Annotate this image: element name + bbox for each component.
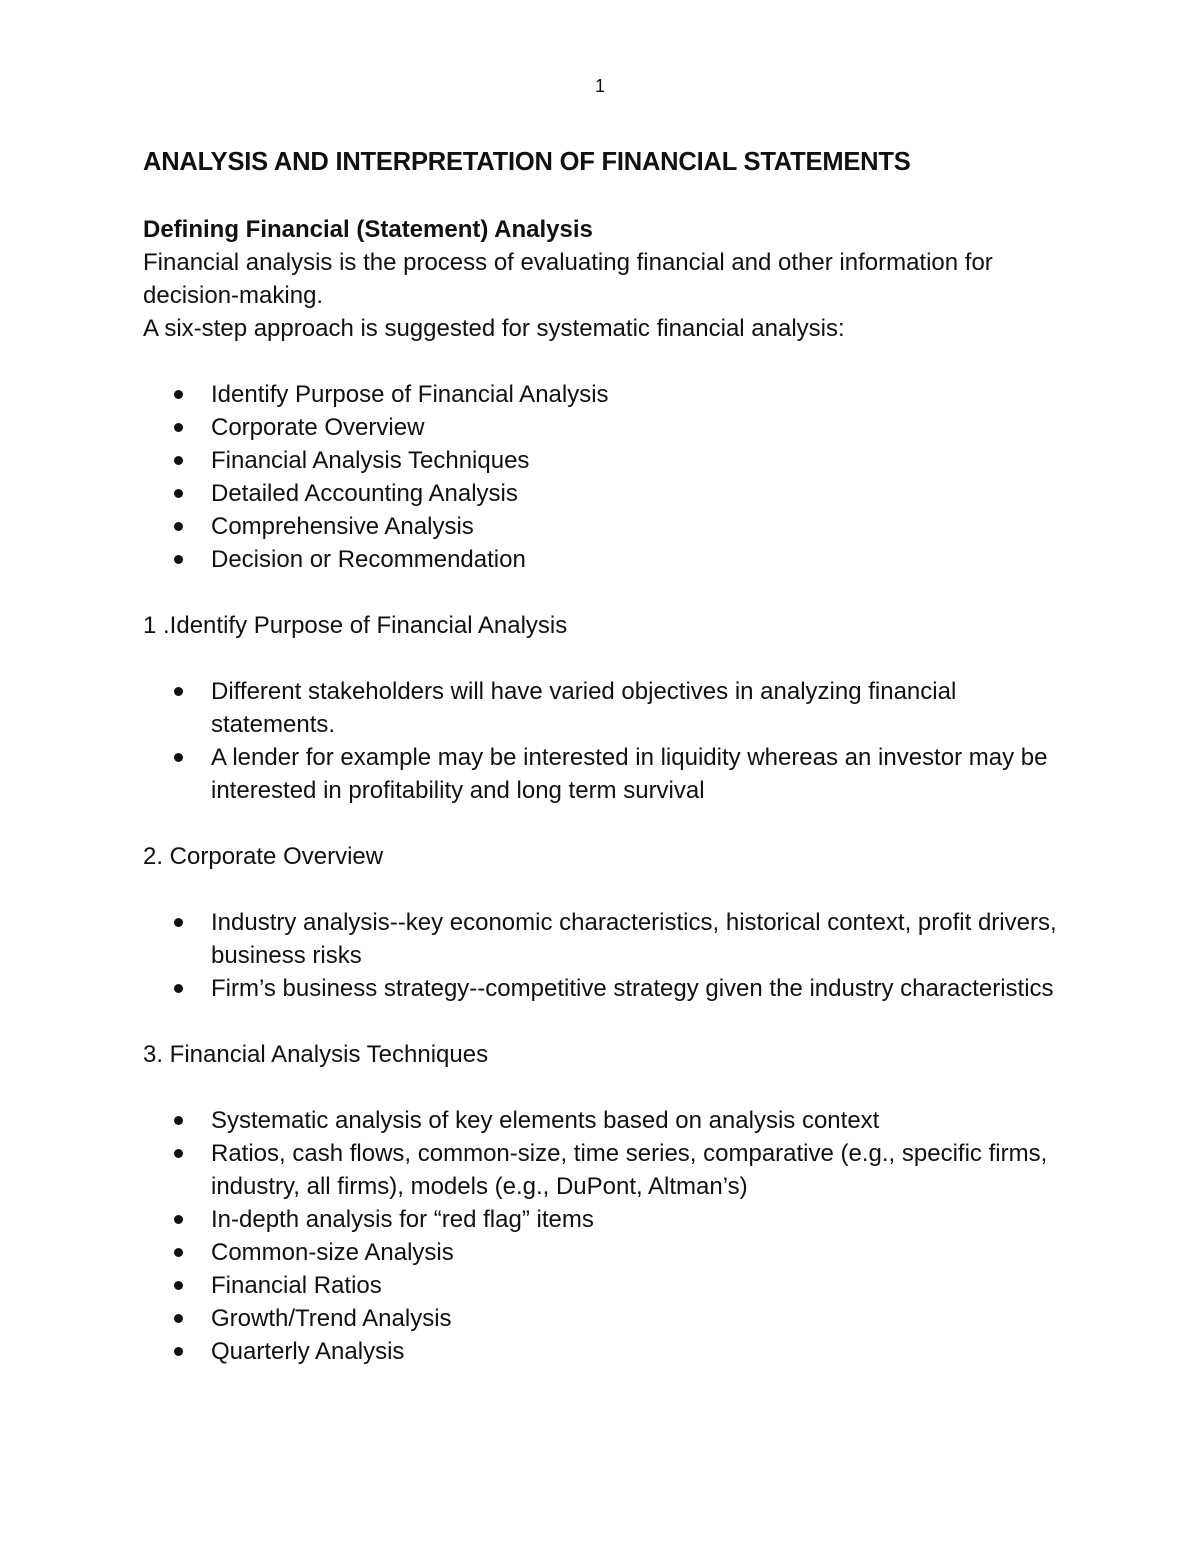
document-body [143,144,1083,1368]
section1-list [143,675,1083,807]
list-item: Growth/Trend Analysis [211,1302,1083,1335]
list-item: Corporate Overview [211,411,1083,444]
section2-list [143,906,1083,1005]
list-item: Financial Analysis Techniques [211,444,1083,477]
section3-list [143,1104,1083,1368]
spacer [143,576,1083,609]
section-heading: 1 .Identify Purpose of Financial Analysis [143,612,568,639]
list-item: Common-size Analysis [211,1236,1083,1269]
list-item: Decision or Recommendation [211,543,1083,576]
list-item: In-depth analysis for “red flag” items [211,1203,1083,1236]
spacer [143,1005,1083,1038]
section-heading: 3. Financial Analysis Techniques [143,1041,489,1068]
spacer [143,1071,1083,1104]
list-item: A lender for example may be interested in liquidity whereas an investor may be interested in profitability and long term survival [211,741,1083,807]
document-title: ANALYSIS AND INTERPRETATION OF FINANCIAL STATEMENTS [143,148,911,176]
intro-heading: Defining Financial (Statement) Analysis [143,216,593,243]
intro-paragraph: A six-step approach is suggested for systematic financial analysis: [143,315,845,342]
spacer [143,807,1083,840]
list-item: Quarterly Analysis [211,1335,1083,1368]
list-item: Comprehensive Analysis [211,510,1083,543]
list-item: Financial Ratios [211,1269,1083,1302]
list-item: Identify Purpose of Financial Analysis [211,378,1083,411]
spacer [143,345,1083,378]
list-item: Systematic analysis of key elements based on analysis context [211,1104,1083,1137]
page-number: 1 [594,76,605,96]
list-item: Different stakeholders will have varied objectives in analyzing financial statements. [211,675,1083,741]
intro-paragraph: Financial analysis is the process of evaluating financial and other information for decision-making. [143,249,993,309]
list-item: Detailed Accounting Analysis [211,477,1083,510]
spacer [143,642,1083,675]
list-item: Firm’s business strategy--competitive strategy given the industry characteristics [211,972,1083,1005]
list-item: Industry analysis--key economic characteristics, historical context, profit drivers, business risks [211,906,1083,972]
list-item: Ratios, cash flows, common-size, time series, comparative (e.g., specific firms, industry, all firms), models (e.g., DuPont, Altman’s) [211,1137,1083,1203]
section-heading: 2. Corporate Overview [143,843,384,870]
steps-list [143,378,1083,576]
spacer [143,873,1083,906]
